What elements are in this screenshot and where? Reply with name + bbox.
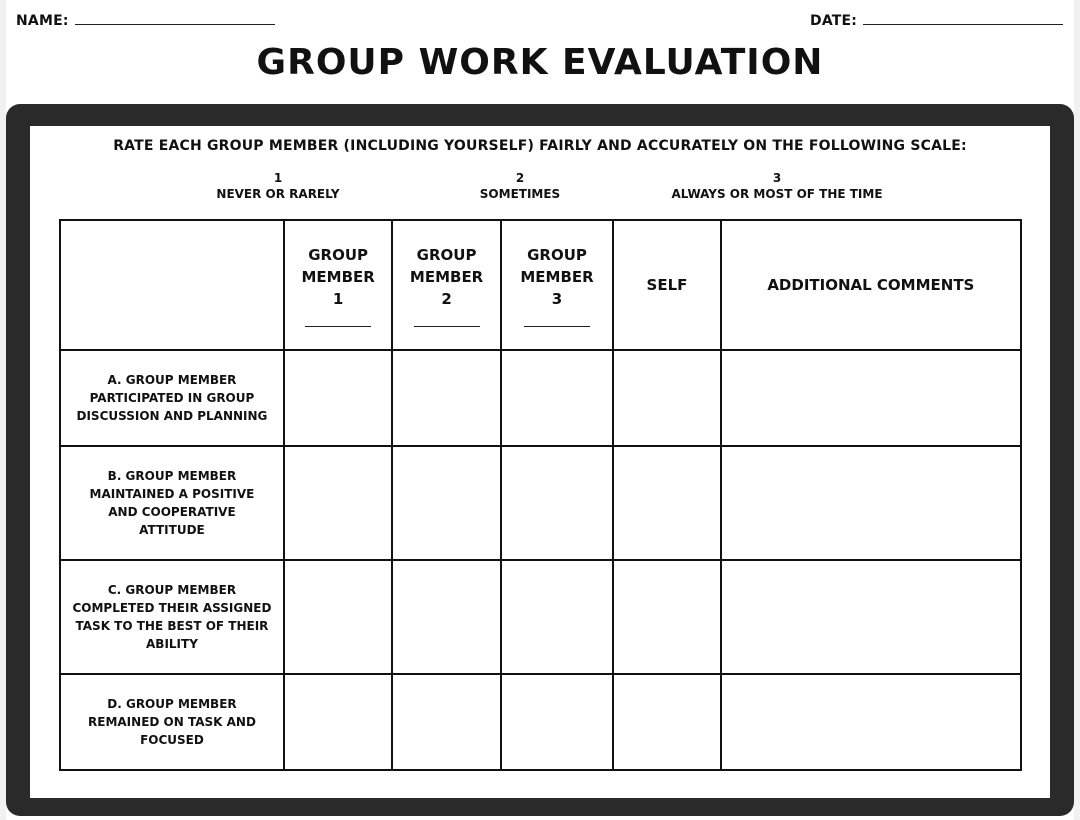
scale-value: 3: [772, 171, 782, 185]
scale-value: 1: [273, 171, 283, 185]
criterion-cell: [60, 560, 284, 674]
column-header-number: 2: [441, 289, 452, 308]
rating-cell[interactable]: [501, 446, 613, 560]
criterion-text: A. GROUP MEMBER: [107, 373, 237, 387]
criterion-text: COMPLETED THEIR ASSIGNED: [72, 601, 272, 615]
column-header-member-3: [501, 220, 613, 350]
scale-item-3: [671, 170, 882, 202]
rating-cell[interactable]: [392, 446, 500, 560]
column-header-text: MEMBER: [409, 267, 484, 286]
rating-cell[interactable]: [392, 674, 500, 770]
member-name-blank[interactable]: [305, 316, 371, 327]
criterion-text: MAINTAINED A POSITIVE: [89, 487, 255, 501]
rating-cell[interactable]: [284, 350, 392, 446]
criterion-text: C. GROUP MEMBER: [107, 583, 237, 597]
page-title: GROUP WORK EVALUATION: [256, 42, 824, 83]
criterion-text: ATTITUDE: [139, 523, 205, 537]
instructions: RATE EACH GROUP MEMBER (INCLUDING YOURSELF) FAIRLY AND ACCURATELY ON THE FOLLOWING SCALE:: [113, 138, 967, 154]
name-label: NAME:: [16, 13, 69, 29]
criterion-cell: [60, 674, 284, 770]
column-header-text: GROUP: [308, 245, 369, 264]
rating-cell-self[interactable]: [613, 560, 720, 674]
rating-cell-self[interactable]: [613, 674, 720, 770]
column-header-comments: ADDITIONAL COMMENTS: [721, 220, 1021, 350]
scale-item-1: [216, 170, 339, 202]
column-header-number: 3: [551, 289, 563, 308]
rating-cell[interactable]: [501, 560, 613, 674]
evaluation-table: [59, 219, 1022, 771]
column-header-text: GROUP: [416, 245, 477, 264]
comments-cell[interactable]: [721, 350, 1021, 446]
column-header-text: MEMBER: [520, 267, 594, 286]
date-field: [810, 10, 1063, 29]
table-row: [60, 674, 1021, 770]
rating-cell[interactable]: [501, 350, 613, 446]
rating-cell[interactable]: [392, 350, 500, 446]
name-field: [16, 10, 275, 29]
scale-label: ALWAYS OR MOST OF THE TIME: [671, 187, 883, 201]
criterion-text: D. GROUP MEMBER: [107, 697, 237, 711]
date-label: DATE:: [810, 13, 858, 29]
column-header-text: GROUP: [527, 245, 587, 264]
criterion-text: ABILITY: [146, 637, 198, 651]
comments-cell[interactable]: [721, 446, 1021, 560]
rating-cell-self[interactable]: [613, 350, 720, 446]
column-header-member-1: [284, 220, 392, 350]
member-name-blank[interactable]: [524, 316, 590, 327]
rating-cell[interactable]: [284, 560, 392, 674]
corner-cell: [60, 220, 284, 350]
criterion-cell: [60, 446, 284, 560]
date-blank-line[interactable]: [863, 10, 1063, 25]
rating-cell[interactable]: [284, 674, 392, 770]
scale-item-2: [480, 170, 560, 202]
rating-cell-self[interactable]: [613, 446, 720, 560]
name-blank-line[interactable]: [75, 10, 275, 25]
column-header-member-2: [392, 220, 500, 350]
table-header-row: [60, 220, 1021, 350]
scale-label: SOMETIMES: [479, 187, 561, 201]
rating-cell[interactable]: [284, 446, 392, 560]
comments-cell[interactable]: [721, 560, 1021, 674]
criterion-text: FOCUSED: [140, 733, 204, 747]
comments-cell[interactable]: [721, 674, 1021, 770]
scale-value: 2: [515, 171, 525, 185]
criterion-cell: [60, 350, 284, 446]
scale-label: NEVER OR RARELY: [216, 187, 340, 201]
criterion-text: B. GROUP MEMBER: [107, 469, 237, 483]
rating-cell[interactable]: [392, 560, 500, 674]
criterion-text: REMAINED ON TASK AND: [88, 715, 256, 729]
column-header-self: SELF: [613, 220, 720, 350]
table-row: [60, 350, 1021, 446]
criterion-text: PARTICIPATED IN GROUP: [89, 391, 255, 405]
column-header-text: MEMBER: [301, 267, 375, 286]
criterion-text: TASK TO THE BEST OF THEIR: [75, 619, 269, 633]
table-row: [60, 560, 1021, 674]
column-header-number: 1: [332, 289, 344, 308]
member-name-blank[interactable]: [414, 316, 480, 327]
criterion-text: DISCUSSION AND PLANNING: [76, 409, 268, 423]
table-row: [60, 446, 1021, 560]
rating-cell[interactable]: [501, 674, 613, 770]
criterion-text: AND COOPERATIVE: [108, 505, 236, 519]
